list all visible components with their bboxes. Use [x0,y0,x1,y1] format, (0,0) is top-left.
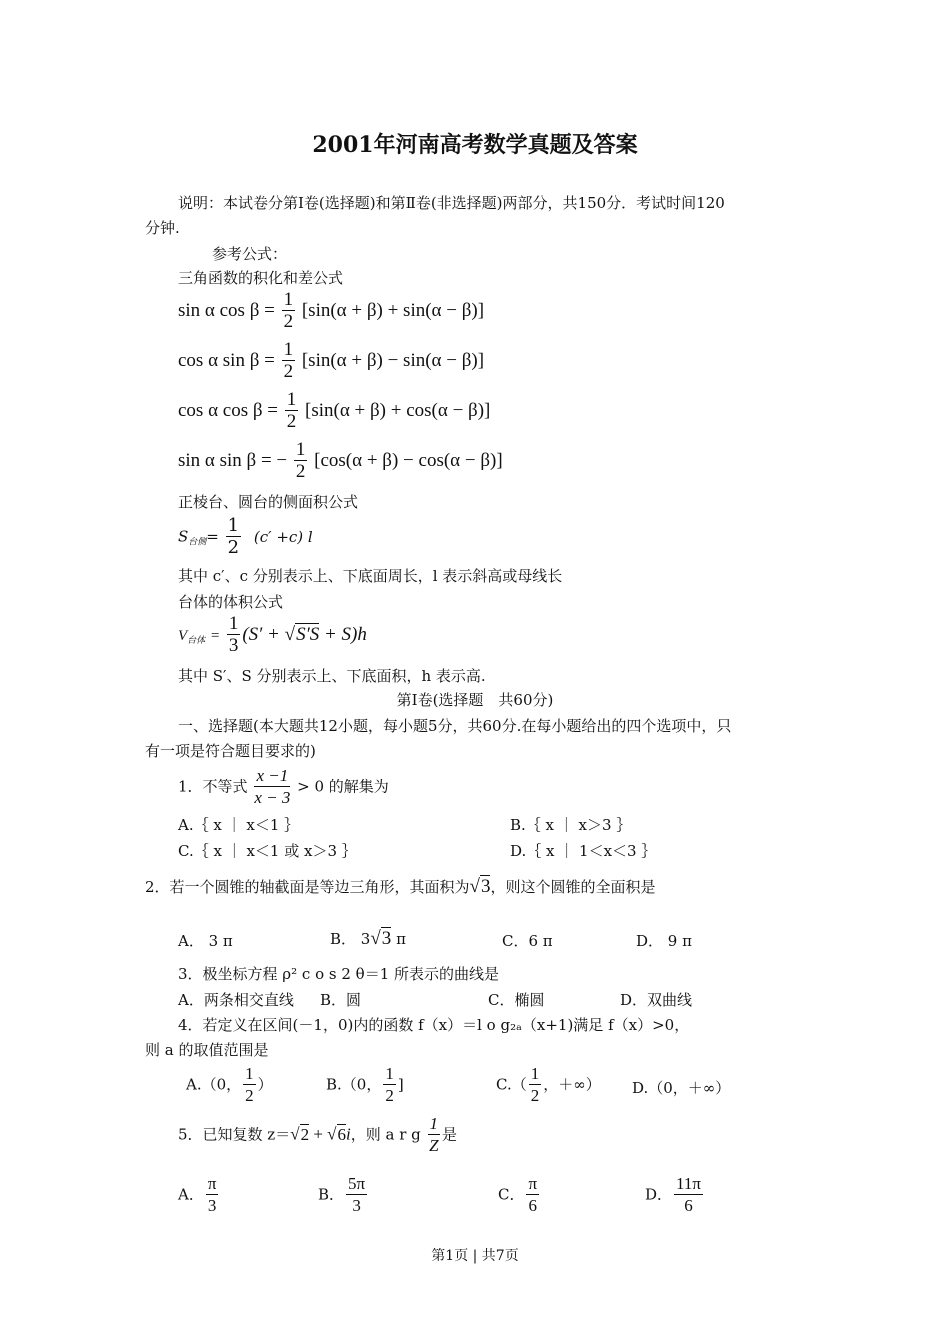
lateral-area-formula: $S_{台侧}=$ $\frac{1}{2}$ (c′ +c) l [178,515,313,558]
q5-option-c: C． $\frac{\pi}{6}$ [498,1174,538,1215]
q1-option-b: B.｛ x ｜ x＞3 ｝ [510,816,632,834]
q5-option-a: A． $\frac{\pi}{3}$ [178,1174,217,1215]
reference-formula-label: 参考公式： [212,245,288,263]
q2-option-a: A． 3 π [178,932,233,950]
page-title: 2001年河南高考数学真题及答案 [312,132,638,158]
volume-heading: 台体的体积公式 [178,593,284,611]
question-3-stem: 3．极坐标方程 ρ² c o s 2 θ＝1 所表示的曲线是 [178,965,500,983]
q3-option-d: D．双曲线 [620,991,693,1009]
q2-option-d: D． 9 π [636,932,692,950]
q2-option-c: C．6 π [502,932,553,950]
q3-option-a: A．两条相交直线 [178,991,294,1009]
formula-right: [sin(α + β) + sin(α − β)] [301,299,485,321]
intro-note-line1: 说明：本试卷分第Ⅰ卷(选择题)和第Ⅱ卷(非选择题)两部分，共150分．考试时间120 [178,194,725,212]
q4-option-c: C.（ $\frac{1}{2}$ ，＋∞） [496,1064,601,1105]
q1-option-c: C.｛ x ｜ x＜1 或 x＞3 ｝ [178,842,357,860]
part1-instructions-line2: 有一项是符合题目要求的) [145,742,316,760]
intro-note-line2: 分钟. [145,219,180,237]
formula-right: [sin(α + β) + cos(α − β)] [305,399,491,421]
frustum-heading: 正棱台、圆台的侧面积公式 [178,493,359,511]
trig-formula-1 [178,290,484,333]
q3-option-c: C．椭圆 [488,991,545,1009]
lateral-area-note: 其中 c′、c 分别表示上、下底面周长，l 表示斜高或母线长 [178,567,563,585]
half-fraction: $\frac{1}{2}$ [295,439,306,482]
half-fraction: $\frac{1}{2}$ [286,389,297,432]
q1-option-a: A.｛ x ｜ x＜1 ｝ [178,816,300,834]
question-4-stem-line2: 则 a 的取值范围是 [145,1041,269,1059]
q4-option-d: D.（0，＋∞） [632,1079,731,1097]
q5-option-b: B． $\frac{5\pi}{3}$ [318,1174,366,1215]
q4-option-a: A.（0， $\frac{1}{2}$ ） [186,1064,273,1105]
half-fraction: $\frac{1}{2}$ [227,515,240,558]
formula-left: sin α sin β = − [178,449,288,471]
volume-note: 其中 S′、S 分别表示上、下底面积，h 表示高. [178,667,486,685]
formula-right: [cos(α + β) − cos(α − β)] [314,449,503,471]
part1-heading: 第Ⅰ卷(选择题 共60分) [396,691,554,709]
question-5-stem: 5．已知复数 z＝√2 + √6i，则 a r g $\frac{1}{Z}$ 是 [178,1114,458,1155]
half-fraction: $\frac{1}{2}$ [283,289,294,332]
question-2-stem: 2．若一个圆锥的轴截面是等边三角形，其面积为√3，则这个圆锥的全面积是 [145,876,656,897]
volume-formula: $V_{台体}$ = $\frac{1}{3}$ (S′ + √S′S + S)h [178,613,367,656]
question-1-stem: 1．不等式 $\frac{x -1}{x - 3}$ > 0 的解集为 [178,766,389,807]
q1-fraction: $\frac{x -1}{x - 3}$ [254,766,291,807]
formula-left: sin α cos β = [178,299,275,321]
half-fraction: $\frac{1}{2}$ [283,339,294,382]
page-footer: 第1页 | 共7页 [431,1248,519,1264]
trig-formula-4 [178,440,503,483]
formula-left: cos α sin β = [178,349,275,371]
formula-right: [sin(α + β) − sin(α − β)] [301,349,485,371]
trig-formula-3 [178,390,490,433]
q4-option-b: B.（0， $\frac{1}{2}$ ] [326,1064,404,1105]
third-fraction: $\frac{1}{3}$ [228,613,239,656]
part1-instructions-line1: 一、选择题(本大题共12小题，每小题5分，共60分.在每小题给出的四个选项中，只 [178,717,732,735]
q5-option-d: D． $\frac{11\pi}{6}$ [645,1174,701,1215]
q2-option-b: B． 3√3 π [330,928,406,949]
question-4-stem-line1: 4．若定义在区间(－1，0)内的函数 f（x）＝l o g₂ₐ（x+1)满足 f（x）>0， [178,1016,690,1034]
formula-left: cos α cos β = [178,399,278,421]
q1-option-d: D.｛ x ｜ 1＜x＜3 ｝ [510,842,657,860]
trig-heading: 三角函数的积化和差公式 [178,269,344,287]
q3-option-b: B．圆 [320,991,362,1009]
trig-formula-2 [178,340,484,383]
